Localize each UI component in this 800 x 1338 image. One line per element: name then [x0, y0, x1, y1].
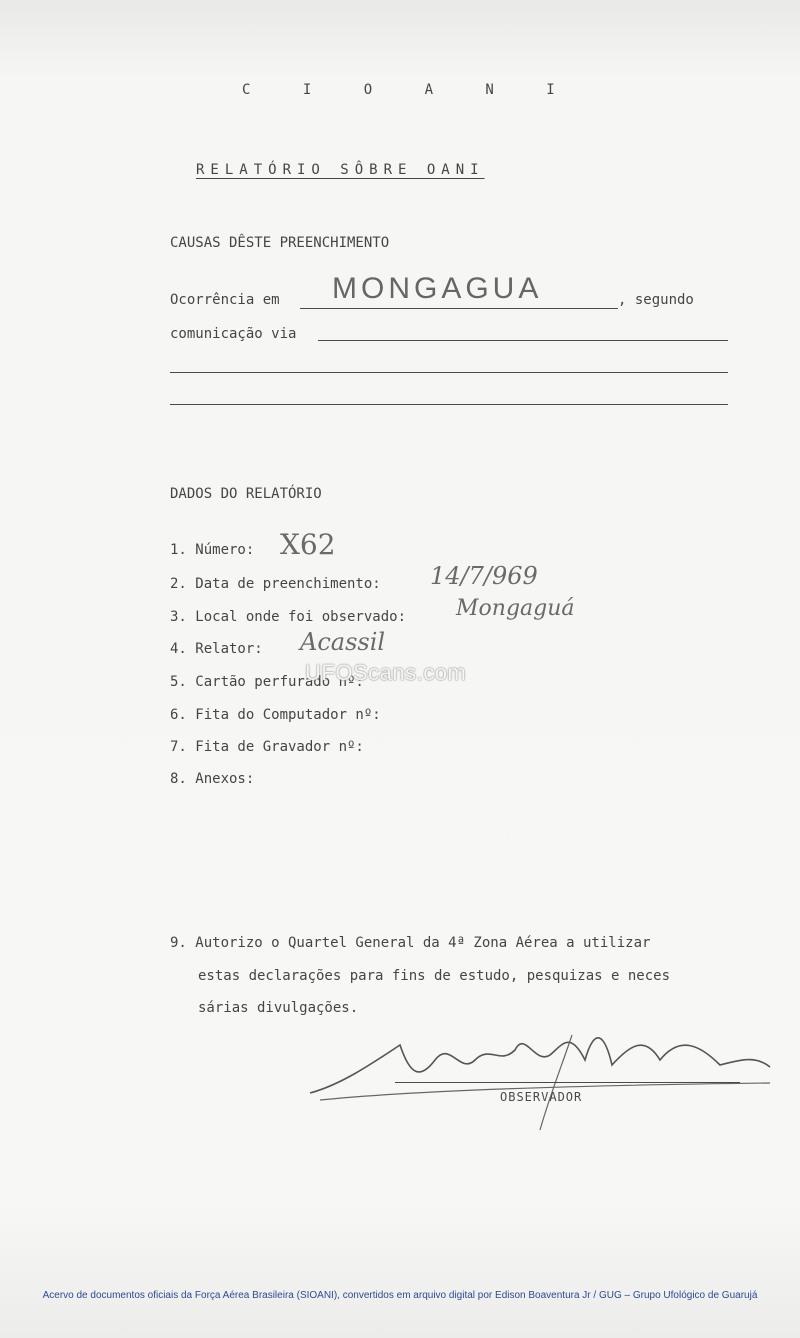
- ocorrencia-label: Ocorrência em: [170, 292, 280, 308]
- item-fita-gravador-label: 7. Fita de Gravador nº:: [170, 739, 364, 755]
- item-numero-label: 1. Número:: [170, 542, 255, 558]
- blank-line-2: [170, 404, 728, 405]
- causas-heading: CAUSAS DÊSTE PREENCHIMENTO: [170, 235, 390, 251]
- ocorrencia-line: [300, 308, 618, 309]
- observer-role: OBSERVADOR: [500, 1090, 583, 1104]
- item-numero-value: X62: [280, 528, 336, 561]
- item-local-value: Mongaguá: [456, 596, 575, 621]
- observer-signature: [300, 1005, 780, 1135]
- autorizo-line-2: estas declarações para fins de estudo, pesquizas e neces: [198, 968, 671, 984]
- item-cartao-label: 5. Cartão perfurado nº:: [170, 674, 364, 690]
- report-title: RELATÓRIO SÔBRE OANI: [196, 162, 485, 178]
- item-data-label: 2. Data de preenchimento:: [170, 576, 381, 592]
- autorizo-line-3: sárias divulgações.: [198, 1000, 359, 1016]
- blank-line-1: [170, 372, 728, 373]
- comunicacao-line: [318, 340, 728, 341]
- segundo-label: , segundo: [618, 292, 694, 308]
- signature-line: [395, 1082, 740, 1083]
- item-fita-computador-label: 6. Fita do Computador nº:: [170, 707, 381, 723]
- comunicacao-label: comunicação via: [170, 326, 297, 342]
- item-data-value: 14/7/969: [430, 562, 538, 590]
- item-anexos-label: 8. Anexos:: [170, 771, 255, 787]
- archive-footer: Acervo de documentos oficiais da Força Aérea Brasileira (SIOANI), convertidos em arquivo digital por Edison Boaventura Jr / GUG – Grupo Ufológico de Guarujá: [42, 1290, 758, 1301]
- autorizo-line-1: 9. Autorizo o Quartel General da 4ª Zona Aérea a utilizar: [170, 935, 651, 951]
- ocorrencia-value: MONGAGUA: [332, 272, 543, 305]
- item-relator-label: 4. Relator:: [170, 641, 263, 657]
- item-local-label: 3. Local onde foi observado:: [170, 609, 407, 625]
- watermark: UFOScans.com: [305, 660, 467, 685]
- org-header: C I O A N I: [242, 82, 577, 98]
- dados-heading: DADOS DO RELATÓRIO: [170, 486, 322, 502]
- item-relator-value: Acassil: [300, 628, 386, 656]
